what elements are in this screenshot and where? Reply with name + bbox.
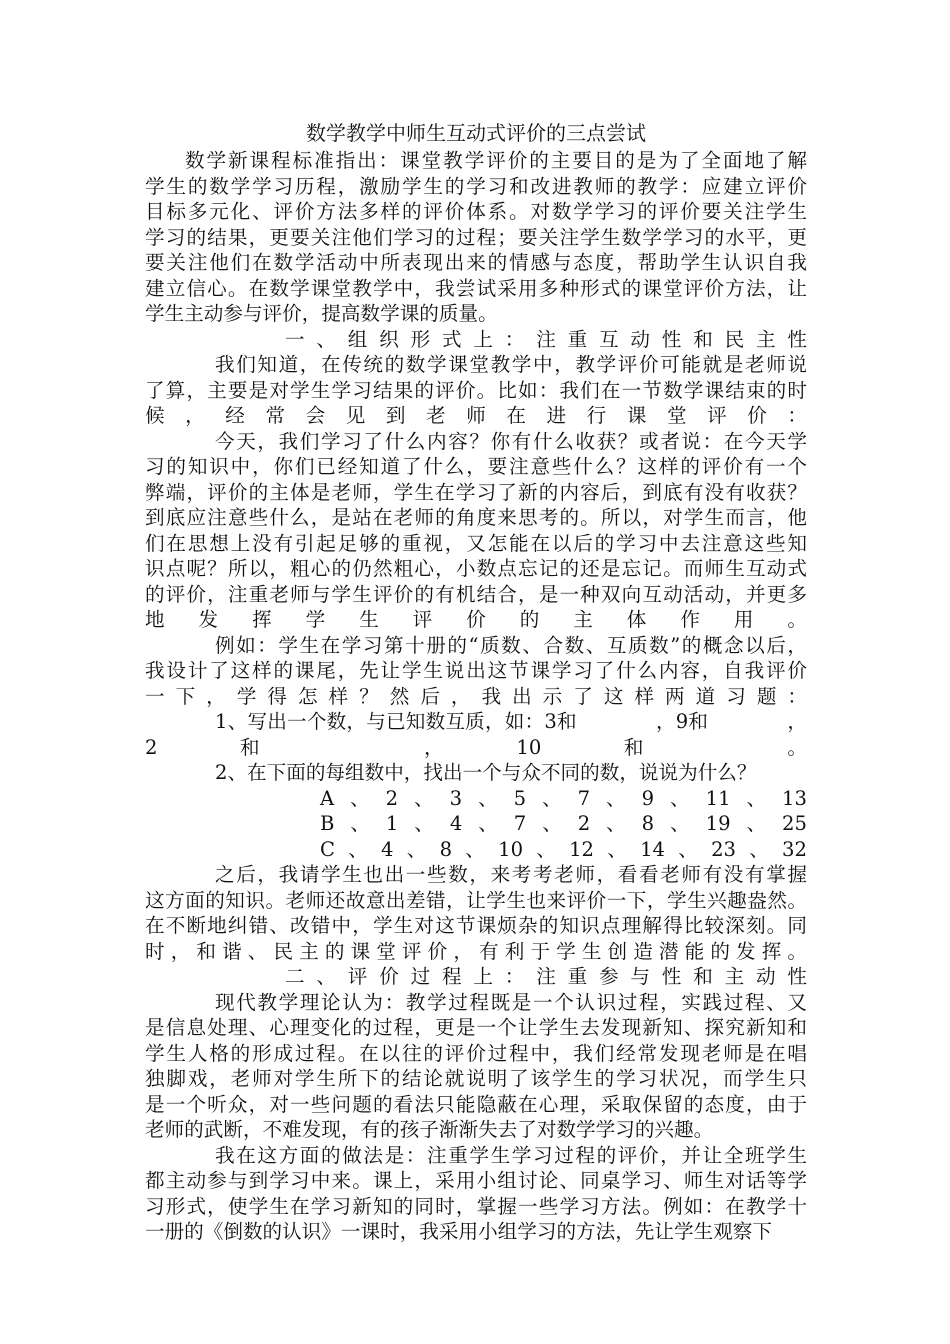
paragraph-line: 时，和谐、民主的课堂评价，有利于学生创造潜能的发挥。	[145, 939, 807, 963]
paragraph-line: C、4、8、10、12、14、23、32	[320, 837, 807, 861]
paragraph-line: 习的知识中，你们已经知道了什么，要注意些什么？这样的评价有一个	[145, 455, 807, 478]
paragraph-line: 学生主动参与评价，提高数学课的质量。	[145, 302, 498, 325]
paragraph-line: 是信息处理、心理变化的过程，更是一个让学生去发现新知、探究新知和	[145, 1016, 807, 1039]
paragraph-line: 的评价，注重老师与学生评价的有机结合，是一种双向互动活动，并更多	[145, 582, 807, 606]
paragraph-line: 地发挥学生评价的主体作用。	[145, 608, 807, 631]
paragraph-line: 候，经常会见到老师在进行课堂评价：	[145, 404, 807, 427]
paragraph-line: 这方面的知识。老师还故意出差错，让学生也来评价一下，学生兴趣盎然。	[145, 888, 807, 912]
paragraph-line: 2 和 ， 10 和 。	[145, 735, 807, 759]
paragraph-line: 之后，我请学生也出一些数，来考考老师，看看老师有没有掌握	[215, 863, 807, 886]
paragraph-line: 一、组织形式上：注重互动性和民主性	[285, 327, 807, 351]
paragraph-line: 现代教学理论认为：教学过程既是一个认识过程，实践过程、又	[215, 990, 807, 1014]
paragraph-line: 学生人格的形成过程。在以往的评价过程中，我们经常发现老师是在唱	[145, 1041, 807, 1065]
paragraph-line: 一册的《倒数的认识》一课时，我采用小组学习的方法，先让学生观察下	[145, 1220, 772, 1243]
paragraph-line: 例如：学生在学习第十册的“质数、合数、互质数”的概念以后，	[215, 633, 807, 657]
paragraph-line: 2、在下面的每组数中，找出一个与众不同的数，说说为什么？	[215, 761, 757, 784]
paragraph-line: 独脚戏，老师对学生所下的结论就说明了该学生的学习状况，而学生只	[145, 1067, 807, 1090]
paragraph-line: 我们知道，在传统的数学课堂教学中，教学评价可能就是老师说	[215, 353, 807, 376]
paragraph-line: 识点呢？所以，粗心的仍然粗心，小数点忘记的还是忘记。而师生互动式	[145, 557, 807, 580]
paragraph-line: 老师的武断，不难发现，有的孩子渐渐失去了对数学学习的兴趣。	[145, 1118, 714, 1141]
paragraph-line: 学习的结果，更要关注他们学习的过程；要关注学生数学学习的水平，更	[145, 225, 807, 249]
document-page	[145, 118, 807, 1245]
paragraph-line: 建立信心。在数学课堂教学中，我尝试采用多种形式的课堂评价方法，让	[145, 276, 807, 300]
paragraph-line: B、1、4、7、2、8、19、25	[320, 812, 807, 835]
paragraph-line: 二、评价过程上：注重参与性和主动性	[285, 965, 807, 988]
paragraph-line: 我设计了这样的课尾，先让学生说出这节课学习了什么内容，自我评价	[145, 659, 807, 682]
paragraph-line: 1、写出一个数，与已知数互质，如：3和 ，9和 ，	[215, 710, 807, 733]
document-title: 数学教学中师生互动式评价的三点尝试	[306, 121, 646, 145]
paragraph-line: 今天，我们学习了什么内容？你有什么收获？或者说：在今天学	[215, 429, 807, 453]
paragraph-line: 了算，主要是对学生学习结果的评价。比如：我们在一节数学课结束的时	[145, 378, 807, 402]
paragraph-line: 要关注他们在数学活动中所表现出来的情感与态度，帮助学生认识自我	[145, 251, 807, 274]
paragraph-line: A、2、3、5、7、9、11、13	[320, 786, 807, 810]
paragraph-line: 在不断地纠错、改错中，学生对这节课烦杂的知识点理解得比较深刻。同	[145, 914, 807, 937]
paragraph-line: 我在这方面的做法是：注重学生学习过程的评价，并让全班学生	[215, 1143, 807, 1167]
paragraph-line: 弊端，评价的主体是老师，学生在学习了新的内容后，到底有没有收获？	[145, 480, 807, 504]
paragraph-line: 一下，学得怎样？然后，我出示了这样两道习题：	[145, 684, 807, 708]
paragraph-line: 数学新课程标准指出：课堂教学评价的主要目的是为了全面地了解	[185, 149, 807, 172]
paragraph-line: 到底应注意些什么，是站在老师的角度来思考的。所以，对学生而言，他	[145, 506, 807, 529]
paragraph-line: 们在思想上没有引起足够的重视，又怎能在以后的学习中去注意这些知	[145, 531, 807, 555]
paragraph-line: 学生的数学学习历程，激励学生的学习和改进教师的教学：应建立评价	[145, 174, 807, 198]
paragraph-line: 都主动参与到学习中来。课上，采用小组讨论、同桌学习、师生对话等学	[145, 1169, 807, 1192]
document-body	[145, 148, 807, 1245]
paragraph-line: 习形式，使学生在学习新知的同时，掌握一些学习方法。例如：在教学十	[145, 1194, 807, 1218]
paragraph-line: 目标多元化、评价方法多样的评价体系。对数学学习的评价要关注学生	[145, 200, 807, 223]
paragraph-line: 是一个听众，对一些问题的看法只能隐蔽在心理，采取保留的态度，由于	[145, 1092, 807, 1116]
